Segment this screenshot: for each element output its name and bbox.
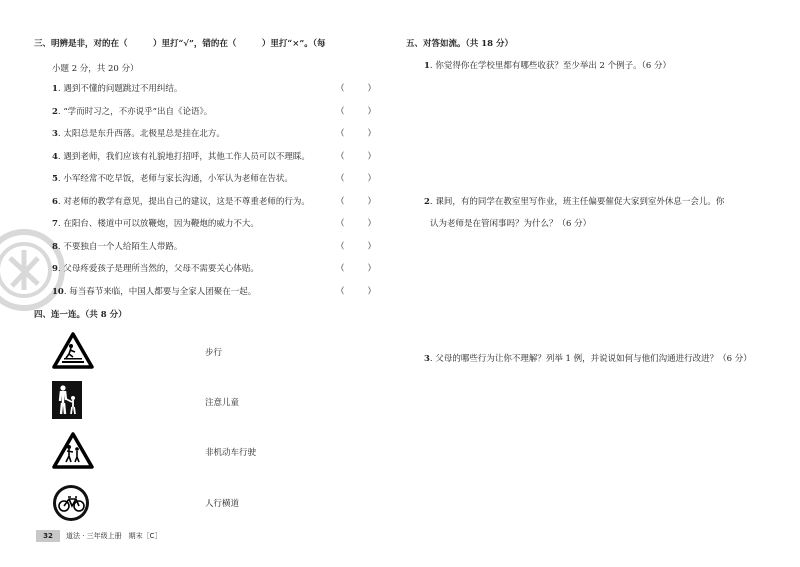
statement-number: 6 bbox=[52, 196, 58, 207]
pedestrian-adult-child-icon bbox=[52, 381, 82, 419]
statement-text: . 对老师的教学有意见，提出自己的建议，这是不尊重老师的行为。 bbox=[57, 196, 310, 207]
statement-number: 5 bbox=[52, 174, 58, 184]
paren-close: ） bbox=[367, 219, 376, 229]
paren-open: （ bbox=[336, 196, 345, 207]
statement-number: 8 bbox=[52, 241, 58, 252]
match-label-4: 人行横道 bbox=[205, 499, 240, 509]
paren-close: ） bbox=[367, 84, 376, 94]
children-warning-icon bbox=[52, 432, 94, 470]
statement-number: 4 bbox=[52, 151, 58, 162]
question-1-number: 1 bbox=[424, 61, 430, 71]
statement-item bbox=[52, 217, 259, 229]
answer-parentheses[interactable] bbox=[336, 240, 376, 252]
paren-close: ） bbox=[367, 241, 376, 252]
statement-text: . 在阳台、楼道中可以放鞭炮，因为鞭炮的威力不大。 bbox=[57, 219, 259, 229]
statement-item bbox=[52, 285, 256, 297]
match-label-2: 注意儿童 bbox=[205, 398, 240, 408]
answer-parentheses[interactable] bbox=[336, 195, 376, 207]
question-1 bbox=[424, 59, 671, 71]
statement-item bbox=[52, 240, 182, 252]
section3-title-line1: 三、明辨是非，对的在（ ）里打“√”，错的在（ ）里打“×”。（每 bbox=[34, 39, 326, 49]
statement-item bbox=[52, 172, 293, 184]
statement-number: 2 bbox=[52, 106, 58, 117]
answer-parentheses[interactable] bbox=[336, 172, 376, 184]
paren-open: （ bbox=[336, 129, 345, 139]
paren-open: （ bbox=[336, 174, 345, 184]
answer-parentheses[interactable] bbox=[336, 105, 376, 117]
paren-close: ） bbox=[367, 129, 376, 139]
paren-open: （ bbox=[336, 286, 345, 297]
statement-text: . 太阳总是东升西落。北极星总是挂在北方。 bbox=[57, 129, 225, 139]
statement-number: 7 bbox=[52, 219, 58, 229]
answer-parentheses[interactable] bbox=[336, 127, 376, 139]
question-3-number: 3 bbox=[424, 354, 430, 364]
statement-number: 10 bbox=[52, 286, 64, 297]
statement-text: . 不要独自一个人给陌生人带路。 bbox=[57, 241, 183, 252]
answer-parentheses[interactable] bbox=[336, 150, 376, 162]
answer-parentheses[interactable] bbox=[336, 217, 376, 229]
paren-open: （ bbox=[336, 84, 345, 94]
paren-open: （ bbox=[336, 264, 345, 274]
statement-text: . 遇到不懂的问题跳过不用纠结。 bbox=[57, 84, 183, 94]
statement-text: . 遇到老师，我们应该有礼貌地打招呼，其他工作人员可以不理睬。 bbox=[57, 151, 310, 162]
answer-parentheses[interactable] bbox=[336, 285, 376, 297]
question-2 bbox=[424, 195, 724, 207]
page-number: 32 bbox=[36, 530, 60, 542]
paren-open: （ bbox=[336, 151, 345, 162]
paren-open: （ bbox=[336, 219, 345, 229]
match-label-3: 非机动车行驶 bbox=[205, 448, 257, 458]
question-2-line2: 认为老师是在管闲事吗？为什么？（6 分） bbox=[430, 219, 592, 229]
footer-text: 道法 · 三年级上册 期末［C］ bbox=[66, 532, 162, 540]
statement-item bbox=[52, 82, 182, 94]
statement-item bbox=[52, 150, 310, 162]
statement-item bbox=[52, 105, 212, 117]
match-label-1: 步行 bbox=[205, 348, 223, 358]
paren-close: ） bbox=[367, 106, 376, 117]
statement-item bbox=[52, 195, 310, 207]
statement-text: . 每当春节来临，中国人都要与全家人团聚在一起。 bbox=[63, 286, 257, 297]
section4-title: 四、连一连。（共 8 分） bbox=[34, 310, 127, 320]
question-2-text: . 课间，有的同学在教室里写作业，班主任偏要催促大家到室外休息一会儿。你 bbox=[429, 197, 725, 207]
statement-number: 3 bbox=[52, 129, 58, 139]
answer-parentheses[interactable] bbox=[336, 262, 376, 274]
statement-item bbox=[52, 262, 259, 274]
statement-text: . “学而时习之，不亦说乎”出自《论语》。 bbox=[57, 106, 213, 117]
paren-open: （ bbox=[336, 241, 345, 252]
paren-close: ） bbox=[367, 264, 376, 274]
paren-open: （ bbox=[336, 106, 345, 117]
statement-text: . 小军经常不吃早饭，老师与家长沟通，小军认为老师在告状。 bbox=[57, 174, 293, 184]
question-2-number: 2 bbox=[424, 197, 430, 207]
statement-number: 1 bbox=[52, 84, 58, 94]
question-3-text: . 父母的哪些行为让你不理解？列举 1 例，并说说如何与他们沟通进行改进？（6 分） bbox=[429, 354, 752, 364]
paren-close: ） bbox=[367, 196, 376, 207]
section3-title-line2: 小题 2 分，共 20 分） bbox=[52, 64, 139, 74]
statement-text: . 父母疼爱孩子是理所当然的，父母不需要关心体贴。 bbox=[57, 264, 259, 274]
paren-close: ） bbox=[367, 286, 376, 297]
answer-parentheses[interactable] bbox=[336, 82, 376, 94]
section5-title: 五、对答如流。（共 18 分） bbox=[406, 39, 513, 49]
statement-item bbox=[52, 127, 225, 139]
statement-number: 9 bbox=[52, 264, 58, 274]
bicycle-circle-icon bbox=[52, 484, 90, 522]
question-1-text: . 你觉得你在学校里都有哪些收获？至少举出 2 个例子。（6 分） bbox=[429, 61, 672, 71]
paren-close: ） bbox=[367, 174, 376, 184]
paren-close: ） bbox=[367, 151, 376, 162]
question-3 bbox=[424, 352, 752, 364]
pedestrian-crossing-warning-icon bbox=[52, 332, 94, 370]
